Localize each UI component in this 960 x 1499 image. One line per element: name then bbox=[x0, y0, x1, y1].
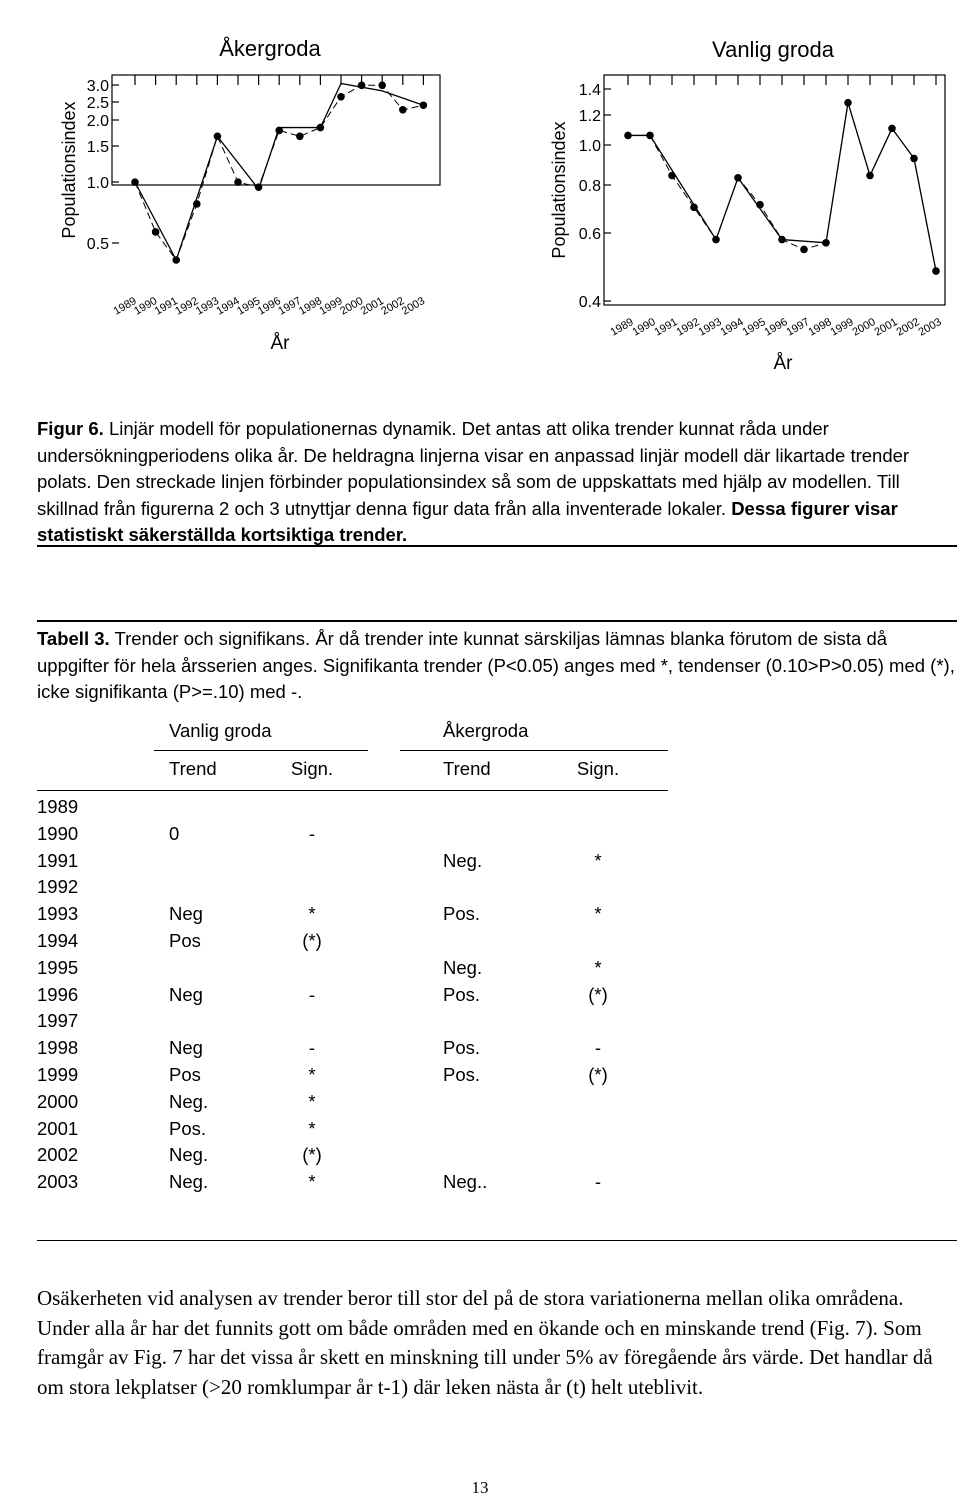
chart1-x-tick-label: 2002 bbox=[894, 315, 922, 339]
chart1-data-point bbox=[756, 201, 764, 209]
chart0-x-tick-label: 1991 bbox=[152, 294, 180, 318]
chart0-x-tick-label: 1999 bbox=[317, 294, 345, 318]
chart1-x-tick-label: 1999 bbox=[828, 315, 856, 339]
chart1-y-tick-label: 1.2 bbox=[578, 108, 601, 125]
chart0-y-tick-label: 1.5 bbox=[86, 139, 109, 156]
table-header-rule bbox=[37, 790, 668, 791]
table-row-year: 1992 bbox=[37, 876, 79, 898]
table-cell: Pos. bbox=[443, 1064, 481, 1085]
table-cell: Pos. bbox=[169, 1117, 207, 1139]
table-cell: - bbox=[308, 1037, 316, 1059]
table-row-year: 1989 bbox=[37, 796, 79, 817]
figure-6-charts bbox=[0, 0, 960, 400]
table-cell: - bbox=[308, 983, 316, 1005]
chart1-x-tick-label: 1994 bbox=[718, 315, 746, 339]
chart1-data-point bbox=[712, 236, 720, 244]
table-cell: 0 bbox=[169, 822, 180, 844]
chart1-x-tick-label: 1993 bbox=[696, 315, 724, 339]
chart1-data-point bbox=[800, 246, 808, 254]
chart0-x-tick-label: 1990 bbox=[132, 294, 160, 318]
table-cell: - bbox=[308, 822, 316, 844]
chart0-x-tick-label: 1996 bbox=[255, 294, 283, 318]
table-cell: * bbox=[594, 849, 602, 871]
table-row-year: 1994 bbox=[37, 930, 79, 951]
table-cell: * bbox=[594, 903, 602, 925]
chart1-x-tick-label: 2001 bbox=[872, 315, 900, 339]
table-group-rule-akergroda bbox=[400, 750, 668, 751]
table-row-year: 2002 bbox=[37, 1144, 79, 1166]
figure-caption bbox=[37, 416, 942, 549]
chart0-data-point bbox=[172, 256, 180, 264]
chart0-y-tick-label: 1.0 bbox=[86, 175, 109, 192]
chart0-x-tick-label: 1997 bbox=[276, 294, 304, 318]
chart1-data-point bbox=[624, 132, 632, 140]
figure-caption-text: Linjär modell för populationernas dynamik. Det antas att olika trender kunnat råda under undersökningperiodens olika år. De heldragna linjerna visar en anpassad linjär modell där likartade trender polats. Den streckade linjen förbinder populationsindex så som de uppskattats med hjälp av modellen. Till skillnad från figurerna 2 och 3 utnyttjar denna figur data från alla inventerade lokaler. bbox=[37, 418, 910, 519]
chart1-x-axis-title: År bbox=[773, 353, 793, 374]
chart0-data-point bbox=[378, 81, 386, 89]
chart1-title: Vanlig groda bbox=[712, 37, 834, 62]
table-cell: Pos. bbox=[443, 903, 481, 925]
chart1-plot-frame bbox=[604, 75, 945, 305]
chart0-x-tick-label: 2001 bbox=[358, 294, 386, 318]
chart1-data-point bbox=[888, 125, 896, 133]
table-caption bbox=[37, 626, 957, 706]
figure-caption-label: Figur 6. bbox=[37, 418, 104, 439]
chart1-x-tick-label: 2003 bbox=[916, 315, 944, 339]
table-cell: (*) bbox=[588, 1064, 608, 1085]
table-group-header-vanlig: Vanlig groda bbox=[169, 720, 272, 741]
chart0-x-tick-label: 1992 bbox=[173, 294, 201, 318]
chart0-y-tick-label: 2.5 bbox=[86, 95, 109, 112]
chart1-x-tick-label: 1989 bbox=[608, 315, 636, 339]
table-caption-text: Trender och signifikans. År då trender inte kunnat särskiljas lämnas blanka förutom de sista då uppgifter för hela årsserien anges. Signifikanta trender (P<0.05) anges med *, tendenser (0.10>P>0.05) med (*), icke signifikanta (P>=.10) med -. bbox=[37, 628, 955, 702]
chart1-y-tick-label: 0.6 bbox=[578, 226, 601, 243]
chart1-data-point bbox=[734, 174, 742, 182]
table-row-year: 1995 bbox=[37, 956, 79, 978]
chart1-data-point bbox=[646, 132, 654, 140]
body-paragraph: Osäkerheten vid analysen av trender beror till stor del på de stora variationerna mellan olika områdena. Under alla år har det funnits gott om både områden med en ökande och en minskande trend (Fig. 7). Som framgår av Fig. 7 har det vissa år skett en minskning till under 5% av föregående års värde. Det handlar då om stora lekplatser (>20 romklumpar år t-1) där leken nästa år (t) helt uteblivit. bbox=[37, 1286, 933, 1399]
chart1-x-tick-label: 2000 bbox=[850, 315, 878, 339]
chart1-x-tick-label: 1996 bbox=[762, 315, 790, 339]
table-cell: Neg bbox=[169, 983, 203, 1005]
chart1-x-tick-label: 1995 bbox=[740, 315, 768, 339]
chart0-x-tick-label: 2003 bbox=[399, 294, 428, 318]
chart0-data-point bbox=[358, 81, 366, 89]
figure-caption-bold: Dessa figurer visar statistiskt säkerställda kortsiktiga trender. bbox=[37, 497, 898, 545]
chart0-data-point bbox=[131, 178, 139, 186]
chart1-data-point bbox=[932, 267, 940, 275]
table-sub-header: Sign. bbox=[290, 758, 334, 779]
table-cell: * bbox=[594, 956, 602, 978]
chart0-series-dashed-line bbox=[135, 85, 423, 260]
chart0-x-tick-label: 1998 bbox=[296, 294, 325, 318]
caption-rule bbox=[37, 545, 957, 547]
table-cell: * bbox=[308, 903, 316, 925]
chart0-data-point bbox=[399, 106, 407, 114]
table-cell: Neg bbox=[169, 903, 203, 925]
chart0-data-point bbox=[214, 132, 222, 140]
chart1-y-axis-title: Populationsindex bbox=[549, 121, 569, 259]
chart1-data-point bbox=[668, 172, 676, 180]
chart0-data-point bbox=[234, 178, 242, 186]
table-row-year: 1997 bbox=[37, 1010, 79, 1032]
table-cell: Neg. bbox=[443, 849, 483, 871]
chart1-data-point bbox=[822, 239, 830, 247]
table-sub-header: Trend bbox=[169, 758, 217, 779]
chart0-data-point bbox=[420, 101, 428, 109]
chart0-x-tick-label: 1994 bbox=[214, 294, 242, 318]
chart0-x-tick-label: 1989 bbox=[111, 294, 139, 318]
table-bottom-rule bbox=[37, 1240, 957, 1241]
table-row-year: 1999 bbox=[37, 1064, 79, 1085]
chart1-y-tick-label: 1.0 bbox=[578, 138, 601, 155]
chart0-x-tick-label: 2000 bbox=[338, 294, 366, 318]
table-cell: Pos bbox=[169, 930, 201, 951]
table-cell: (*) bbox=[302, 1144, 322, 1166]
table-cell: (*) bbox=[302, 930, 322, 951]
table-cell: Neg.. bbox=[443, 1171, 488, 1193]
chart0-x-tick-label: 1995 bbox=[235, 294, 263, 318]
table-cell: Neg. bbox=[169, 1090, 209, 1112]
table-cell: * bbox=[308, 1171, 316, 1193]
table-cell: * bbox=[308, 1117, 316, 1139]
table-cell: Pos bbox=[169, 1064, 201, 1085]
table-group-rule-vanlig bbox=[154, 750, 368, 751]
table-row-year: 1991 bbox=[37, 849, 79, 871]
chart0-title: Åkergroda bbox=[219, 36, 321, 61]
table-row-year: 2000 bbox=[37, 1090, 79, 1112]
table-row-year: 2003 bbox=[37, 1171, 79, 1193]
table-cell: - bbox=[594, 1171, 602, 1193]
table-row-year: 1998 bbox=[37, 1037, 79, 1059]
chart1-data-point bbox=[778, 236, 786, 244]
chart1-y-tick-label: 1.4 bbox=[578, 82, 601, 99]
chart0-data-point bbox=[152, 228, 160, 236]
table-cell: * bbox=[308, 1064, 316, 1085]
table-cell: - bbox=[594, 1037, 602, 1059]
chart0-data-point bbox=[275, 127, 283, 135]
chart0-data-point bbox=[193, 200, 201, 208]
chart0-x-tick-label: 2002 bbox=[379, 294, 407, 318]
table-top-rule bbox=[37, 620, 957, 622]
table-cell: Pos. bbox=[443, 983, 481, 1005]
chart0-y-tick-label: 2.0 bbox=[86, 113, 109, 130]
table-row-year: 1990 bbox=[37, 822, 79, 844]
chart1-x-tick-label: 1990 bbox=[630, 315, 658, 339]
table-row-year: 1993 bbox=[37, 903, 79, 925]
table-sub-header: Trend bbox=[443, 758, 491, 779]
table-cell: Pos. bbox=[443, 1037, 481, 1059]
chart1-data-point bbox=[690, 204, 698, 212]
chart1-x-tick-label: 1998 bbox=[806, 315, 834, 339]
table-cell: Neg. bbox=[443, 956, 483, 978]
table-caption-label: Tabell 3. bbox=[37, 628, 110, 649]
table-cell: Neg. bbox=[169, 1144, 209, 1166]
chart0-data-point bbox=[317, 124, 325, 132]
chart0-data-point bbox=[296, 132, 304, 140]
table-sub-header: Sign. bbox=[576, 758, 620, 779]
table-group-header-akergroda: Åkergroda bbox=[443, 720, 529, 741]
chart0-y-tick-label: 3.0 bbox=[86, 78, 109, 95]
table-row-year: 2001 bbox=[37, 1117, 79, 1139]
chart1-data-point bbox=[910, 155, 918, 163]
chart0-y-axis-title: Populationsindex bbox=[59, 101, 79, 239]
chart0-model-line bbox=[135, 83, 423, 260]
table-cell: (*) bbox=[588, 983, 608, 1005]
table-cell: * bbox=[308, 1090, 316, 1112]
chart1-x-tick-label: 1992 bbox=[674, 315, 702, 339]
table-cell: Neg bbox=[169, 1037, 203, 1059]
chart1-y-tick-label: 0.8 bbox=[578, 178, 601, 195]
chart1-data-point bbox=[844, 99, 852, 107]
chart0-data-point bbox=[255, 183, 263, 191]
chart1-data-point bbox=[866, 172, 874, 180]
chart0-y-tick-label: 0.5 bbox=[86, 236, 109, 253]
chart1-y-tick-label: 0.4 bbox=[578, 294, 601, 311]
chart1-x-tick-label: 1991 bbox=[652, 315, 680, 339]
chart1-x-tick-label: 1997 bbox=[784, 315, 812, 339]
chart0-x-tick-label: 1993 bbox=[193, 294, 222, 318]
table-row-year: 1996 bbox=[37, 983, 79, 1005]
page-number: 13 bbox=[471, 1478, 489, 1497]
chart0-data-point bbox=[337, 93, 345, 101]
chart0-x-axis-title: År bbox=[270, 333, 290, 354]
table-cell: Neg. bbox=[169, 1171, 209, 1193]
